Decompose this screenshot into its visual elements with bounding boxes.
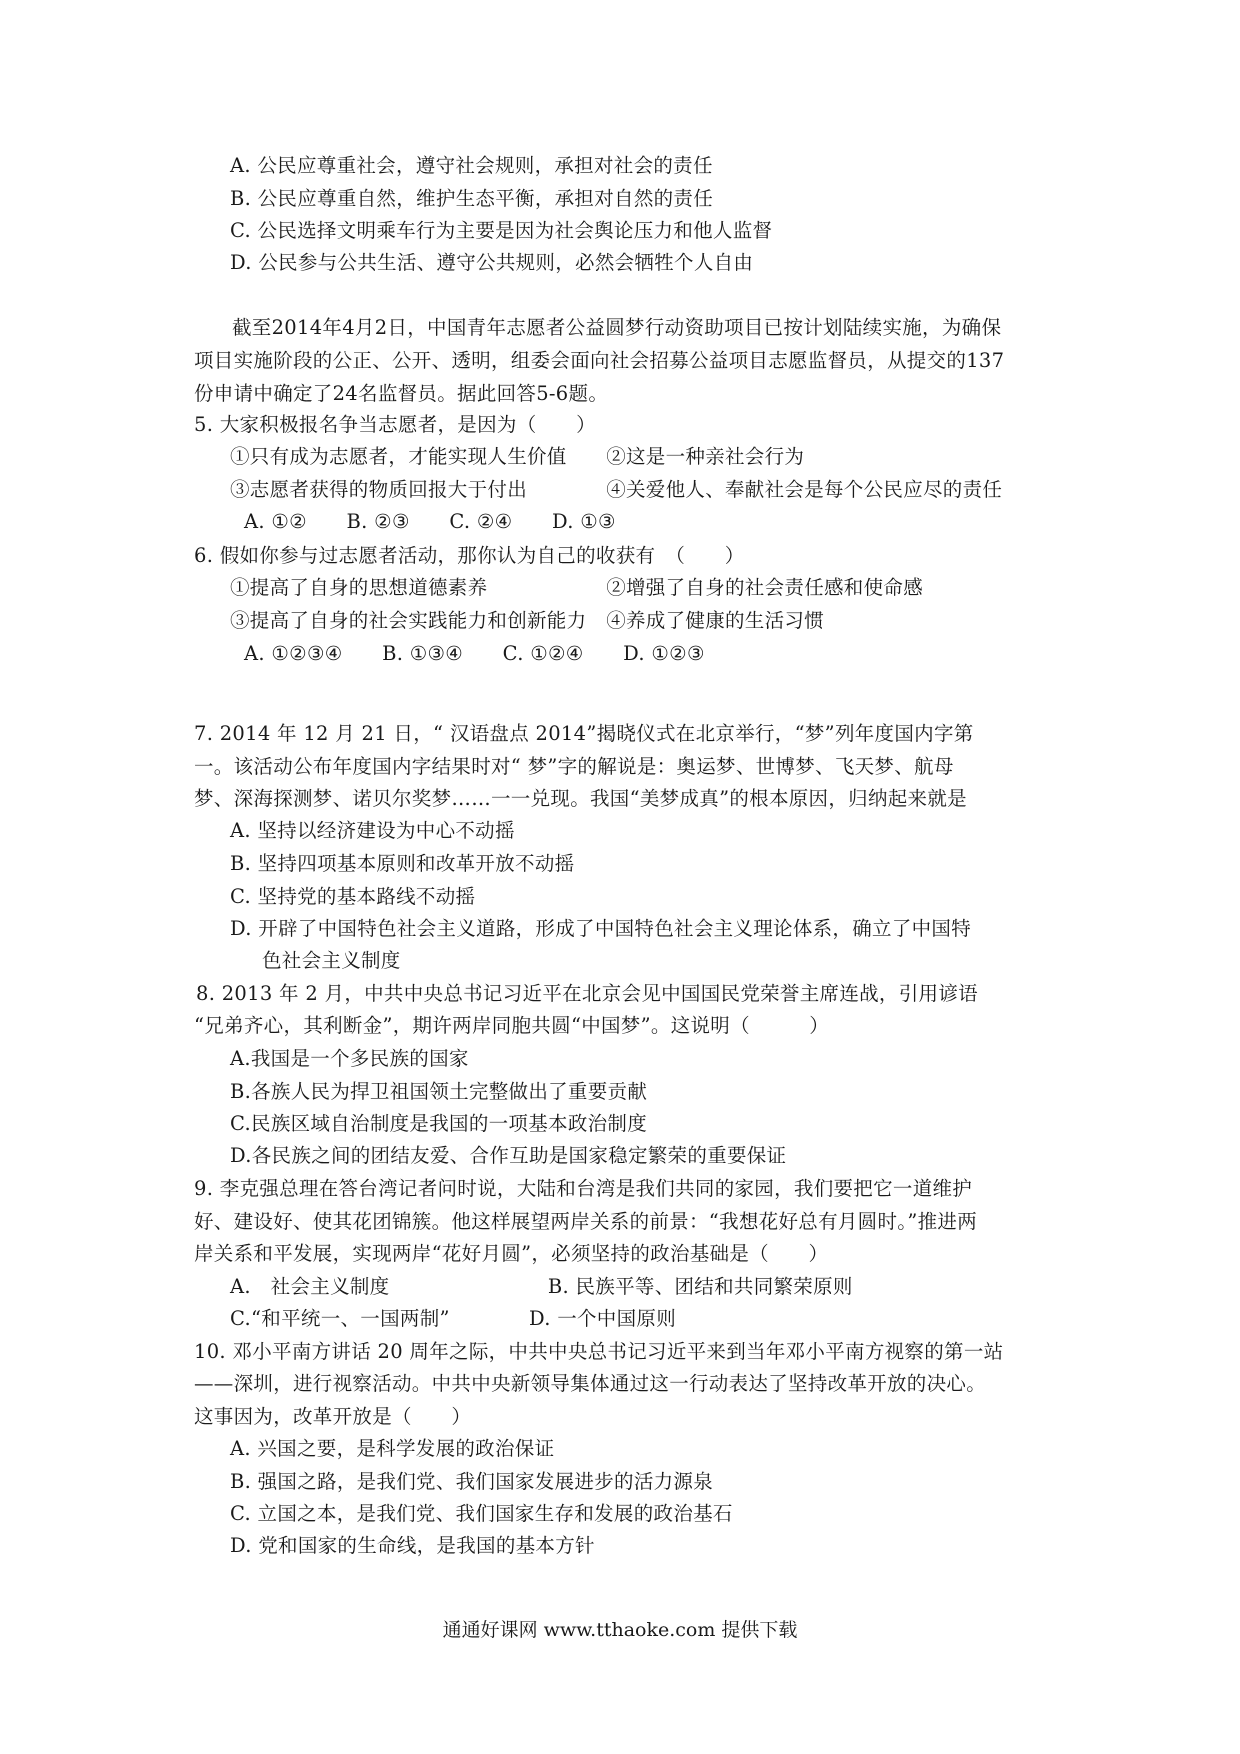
- q4-option-d: D. 公民参与公共生活、遵守公共规则，必然会牺牲个人自由: [230, 251, 754, 274]
- q5-item: ③志愿者获得的物质回报大于付出 ④关爱他人、奉献社会是每个公民应尽的责任: [230, 478, 1003, 501]
- q7-stem-line: 7. 2014 年 12 月 21 日，“ 汉语盘点 2014”揭晓仪式在北京举行，“梦”列年度国内字第: [194, 722, 974, 745]
- q4-option-c: C. 公民选择文明乘车行为主要是因为社会舆论压力和他人监督: [230, 219, 773, 242]
- q8-option-a: A.我国是一个多民族的国家: [230, 1047, 469, 1070]
- q5-item: ①只有成为志愿者，才能实现人生价值 ②这是一种亲社会行为: [230, 445, 805, 468]
- page-footer: 通通好课网 www.tthaoke.com 提供下载: [442, 1619, 798, 1641]
- q10-stem-line: 这事因为，改革开放是（ ）: [194, 1405, 472, 1428]
- q10-option-a: A. 兴国之要，是科学发展的政治保证: [230, 1437, 555, 1460]
- q5-choices: A. ①② B. ②③ C. ②④ D. ①③: [244, 510, 616, 533]
- q7-option-c: C. 坚持党的基本路线不动摇: [230, 885, 476, 908]
- q7-option-d: D. 开辟了中国特色社会主义道路，形成了中国特色社会主义理论体系，确立了中国特: [230, 917, 972, 940]
- q10-option-b: B. 强国之路，是我们党、我们国家发展进步的活力源泉: [230, 1470, 714, 1493]
- q4-option-b: B. 公民应尊重自然，维护生态平衡，承担对自然的责任: [230, 187, 714, 210]
- q6-item: ①提高了自身的思想道德素养 ②增强了自身的社会责任感和使命感: [230, 576, 924, 599]
- q8-option-c: C.民族区域自治制度是我国的一项基本政治制度: [230, 1112, 648, 1135]
- q4-option-a: A. 公民应尊重社会，遵守社会规则，承担对社会的责任: [230, 154, 713, 177]
- q10-option-d: D. 党和国家的生命线，是我国的基本方针: [230, 1534, 595, 1557]
- q10-stem-line: ——深圳，进行视察活动。中共中央新领导集体通过这一行动表达了坚持改革开放的决心。: [194, 1372, 987, 1395]
- q8-stem-line: 8. 2013 年 2 月，中共中央总书记习近平在北京会见中国国民党荣誉主席连战，引用谚语: [196, 982, 978, 1005]
- q8-stem-line: “兄弟齐心，其利断金”，期许两岸同胞共圆“中国梦”。这说明（ ）: [194, 1014, 830, 1037]
- q6-choices: A. ①②③④ B. ①③④ C. ①②④ D. ①②③: [244, 642, 705, 665]
- q7-stem-line: 一。该活动公布年度国内字结果时对“ 梦”字的解说是：奥运梦、世博梦、飞天梦、航母: [194, 755, 954, 778]
- q9-stem-line: 岸关系和平发展，实现两岸“花好月圆”，必须坚持的政治基础是（ ）: [194, 1242, 829, 1265]
- q7-option-a: A. 坚持以经济建设为中心不动摇: [230, 819, 515, 842]
- q10-stem-line: 10. 邓小平南方讲话 20 周年之际，中共中央总书记习近平来到当年邓小平南方视察的第一站: [194, 1340, 1004, 1363]
- passage-line: 项目实施阶段的公正、公开、透明，组委会面向社会招募公益项目志愿监督员，从提交的137: [194, 349, 1005, 372]
- passage-line: 份申请中确定了24名监督员。据此回答5-6题。: [194, 382, 609, 405]
- q8-option-b: B.各族人民为捍卫祖国领土完整做出了重要贡献: [230, 1080, 648, 1103]
- q9-stem-line: 9. 李克强总理在答台湾记者问时说，大陆和台湾是我们共同的家园，我们要把它一道维护: [194, 1177, 973, 1200]
- q6-stem: 6. 假如你参与过志愿者活动，那你认为自己的收获有 （ ）: [194, 544, 745, 567]
- q5-stem: 5. 大家积极报名争当志愿者，是因为（ ）: [194, 413, 596, 436]
- q7-stem-line: 梦、深海探测梦、诺贝尔奖梦……一一兑现。我国“美梦成真”的根本原因，归纳起来就是: [194, 787, 967, 810]
- q8-option-d: D.各民族之间的团结友爱、合作互助是国家稳定繁荣的重要保证: [230, 1144, 787, 1167]
- q6-item: ③提高了自身的社会实践能力和创新能力 ④养成了健康的生活习惯: [230, 609, 825, 632]
- q9-options-row: A. 社会主义制度 B. 民族平等、团结和共同繁荣原则: [230, 1275, 853, 1298]
- passage-line: 截至2014年4月2日，中国青年志愿者公益圆梦行动资助项目已按计划陆续实施，为确保: [232, 316, 1002, 339]
- q7-option-d-cont: 色社会主义制度: [262, 949, 401, 972]
- q10-option-c: C. 立国之本，是我们党、我们国家生存和发展的政治基石: [230, 1502, 733, 1525]
- q9-options-row: C.“和平统一、一国两制” D. 一个中国原则: [230, 1307, 676, 1330]
- q9-stem-line: 好、建设好、使其花团锦簇。他这样展望两岸关系的前景：“我想花好总有月圆时。”推进两: [194, 1210, 977, 1233]
- q7-option-b: B. 坚持四项基本原则和改革开放不动摇: [230, 852, 575, 875]
